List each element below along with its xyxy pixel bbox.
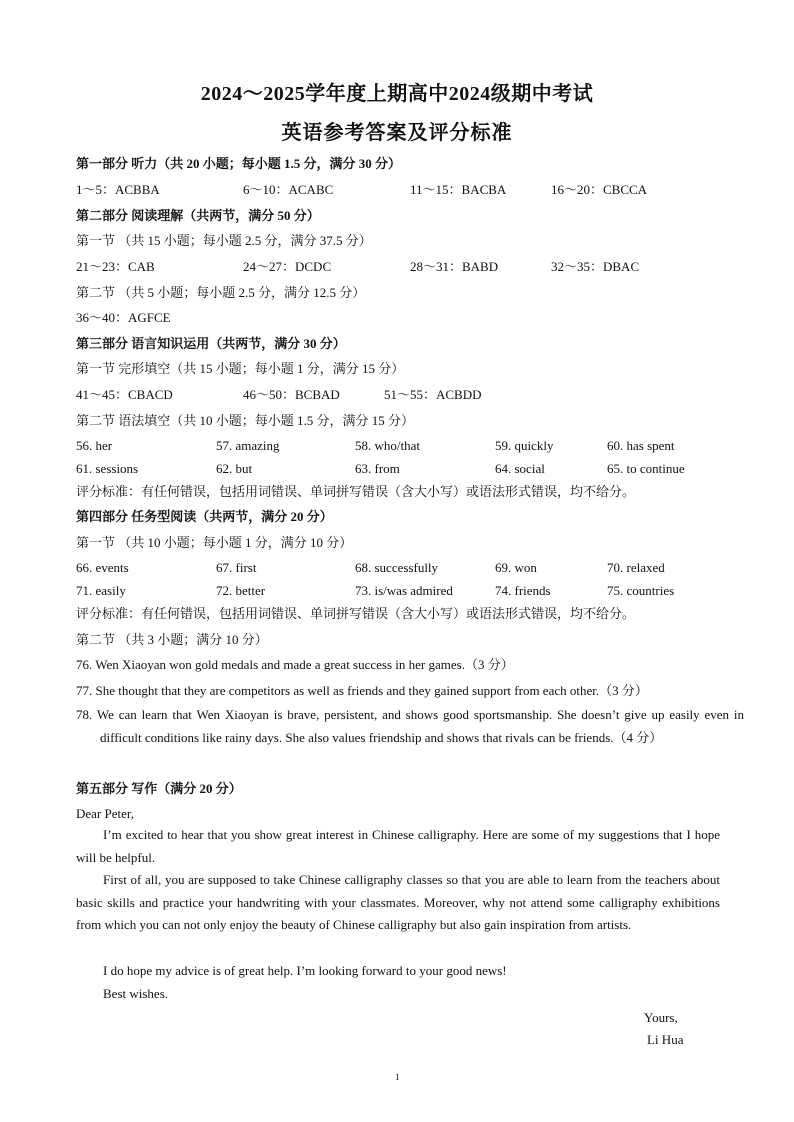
part2-heading: 第二部分 阅读理解（共两节，满分 50 分） — [76, 208, 320, 223]
grammar-answer: 56. her — [76, 438, 113, 453]
letter-paragraph: I’m excited to hear that you show great interest in Chinese calligraphy. Here are some of my suggestions that I hope will be helpful. — [76, 827, 720, 865]
part4-criteria: 评分标准：有任何错误，包括用词错误、单词拼写错误（含大小写）或语法形式错误，均不给分。 — [76, 606, 636, 621]
letter-paragraph: I do hope my advice is of great help. I’m looking forward to your good news! — [103, 963, 507, 978]
document-subtitle: 英语参考答案及评分标准 — [281, 122, 513, 144]
part2-section1-heading: 第一节 （共 15 小题；每小题 2.5 分，满分 37.5 分） — [76, 233, 372, 248]
answer-77: 77. She thought that they are competitors as well as friends and they gained support from each other.（3 分） — [76, 683, 648, 698]
letter-closing-line: Best wishes. — [103, 986, 168, 1001]
task-answer: 75. countries — [607, 583, 675, 598]
document-title: 2024～2025学年度上期高中2024级期中考试 — [200, 83, 594, 105]
part2-section2-answer: 36～40：AGFCE — [76, 310, 171, 325]
part4-heading: 第四部分 任务型阅读（共两节，满分 20 分） — [76, 509, 333, 524]
part4-section1-heading: 第一节 （共 10 小题；每小题 1 分，满分 10 分） — [76, 535, 353, 550]
part1-answer: 6～10：ACABC — [243, 182, 334, 197]
grammar-answer: 64. social — [495, 461, 545, 476]
grammar-answer: 58. who/that — [355, 438, 420, 453]
letter-paragraph: First of all, you are supposed to take Chinese calligraphy classes so that you are able to learn from the teachers about basic skills and practice your handwriting with your classmates. Moreover, why not attend some calligraphy exhibitions from which you can not only enjoy the beauty of Chinese calligraphy but also gain inspiration from artists. — [76, 872, 720, 933]
task-answer: 71. easily — [76, 583, 126, 598]
letter-signature: Li Hua — [647, 1032, 684, 1047]
part3-section1-heading: 第一节 完形填空（共 15 小题；每小题 1 分，满分 15 分） — [76, 361, 405, 376]
letter-salutation: Dear Peter, — [76, 806, 134, 821]
part1-answer: 11～15：BACBA — [410, 182, 507, 197]
page-number: 1 — [395, 1072, 400, 1082]
part3-criteria: 评分标准：有任何错误，包括用词错误、单词拼写错误（含大小写）或语法形式错误，均不给分。 — [76, 484, 636, 499]
task-answer: 66. events — [76, 560, 129, 575]
grammar-answer: 63. from — [355, 461, 400, 476]
part3-answer: 41～45：CBACD — [76, 387, 173, 402]
answer-76: 76. Wen Xiaoyan won gold medals and made a great success in her games.（3 分） — [76, 657, 514, 672]
letter-closing: Yours, — [644, 1010, 678, 1025]
grammar-answer: 62. but — [216, 461, 253, 476]
task-answer: 70. relaxed — [607, 560, 665, 575]
task-answer: 68. successfully — [355, 560, 439, 575]
grammar-answer: 59. quickly — [495, 438, 554, 453]
part2-answer: 28～31：BABD — [410, 259, 499, 274]
part4-section2-heading: 第二节 （共 3 小题；满分 10 分） — [76, 632, 268, 647]
part2-section2-heading: 第二节 （共 5 小题；每小题 2.5 分，满分 12.5 分） — [76, 285, 366, 300]
part1-answer: 16～20：CBCCA — [551, 182, 648, 197]
part2-answer: 32～35：DBAC — [551, 259, 640, 274]
part5-heading: 第五部分 写作（满分 20 分） — [76, 781, 242, 796]
task-answer: 67. first — [216, 560, 257, 575]
part1-heading: 第一部分 听力（共 20 小题；每小题 1.5 分，满分 30 分） — [76, 156, 402, 171]
answer-78: 78. We can learn that Wen Xiaoyan is brave, persistent, and shows good sportsmanship. She doesn’t give up easily even in difficult conditions like rainy days. She also values friendship and shows that rivals can be friends.（4 分） — [76, 707, 744, 745]
grammar-answer: 65. to continue — [607, 461, 685, 476]
part3-heading: 第三部分 语言知识运用（共两节，满分 30 分） — [76, 336, 346, 351]
task-answer: 74. friends — [495, 583, 551, 598]
part3-answer: 51～55：ACBDD — [384, 387, 482, 402]
part1-answer: 1～5：ACBBA — [76, 182, 160, 197]
part2-answer: 21～23：CAB — [76, 259, 155, 274]
task-answer: 69. won — [495, 560, 537, 575]
part3-answer: 46～50：BCBAD — [243, 387, 340, 402]
task-answer: 73. is/was admired — [355, 583, 453, 598]
part2-answer: 24～27：DCDC — [243, 259, 332, 274]
grammar-answer: 57. amazing — [216, 438, 280, 453]
task-answer: 72. better — [216, 583, 266, 598]
grammar-answer: 61. sessions — [76, 461, 139, 476]
part3-section2-heading: 第二节 语法填空（共 10 小题；每小题 1.5 分，满分 15 分） — [76, 413, 415, 428]
grammar-answer: 60. has spent — [607, 438, 675, 453]
